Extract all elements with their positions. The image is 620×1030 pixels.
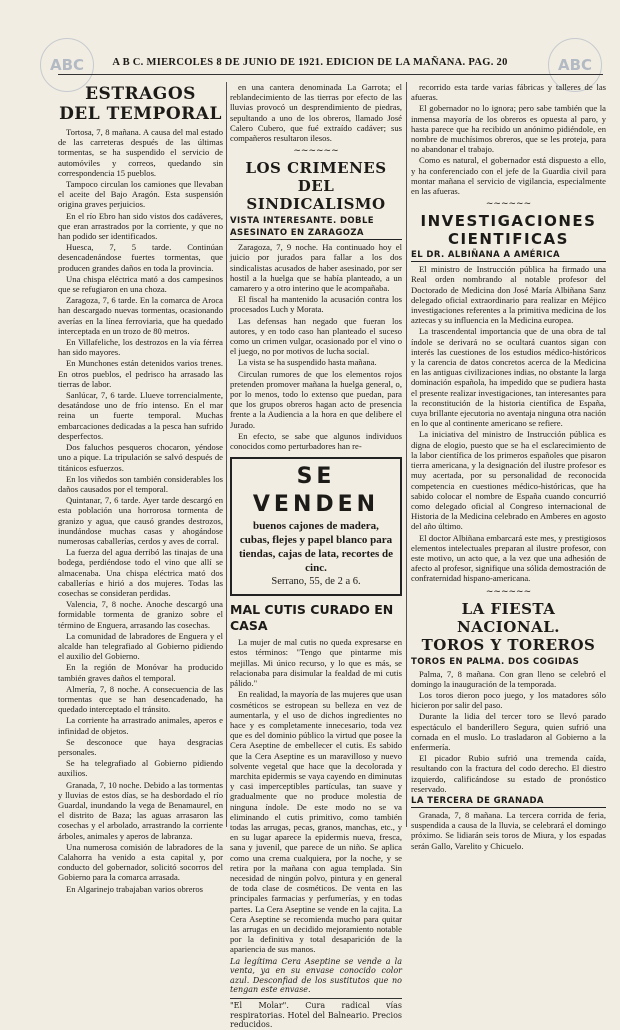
- title-line-1: LOS CRIMENES: [245, 159, 387, 178]
- paragraph: Valencia, 7, 8 noche. Anoche descargó una formidable tormenta de granizo sobre el término de Enguera, arrasando las cosechas.: [58, 599, 223, 630]
- paragraph: Como es natural, el gobernador está dispuesto a ello, y ha conferenciado con el jefe de la Guardia civil para montar mañana el servicio de vigilancia, especialmente en las afueras.: [411, 155, 606, 197]
- paragraph: El fiscal ha mantenido la acusación contra los procesados Luch y Morata.: [230, 294, 402, 315]
- article-title: [58, 84, 223, 124]
- divider-ornament: ~~~~~~: [485, 586, 532, 597]
- continued-article: [411, 82, 606, 196]
- paragraph: Una chispa eléctrica mató a dos campesinos que se refugiaron en una choza.: [58, 273, 223, 295]
- paragraph: La vista se ha suspendido hasta mañana.: [238, 357, 377, 368]
- paragraph: Se ha telegrafiado al Gobierno pidiendo auxilios.: [58, 758, 223, 779]
- subheading: VISTA INTERESANTE. DOBLE: [230, 216, 374, 227]
- paragraph: Quintanar, 7, 6 tarde. Ayer tarde descargó en esta población una horrorosa tormenta de granizo y agua, que causó grandes destrozos, inundándose muchas casas y ahogándose numerosas caballerías, cerdos y aves de corral.: [58, 495, 223, 546]
- column-1: [58, 82, 223, 894]
- paragraph: Circulan rumores de que los elementos rojos pretenden promover mañana la huelga general, o, por lo menos, todo lo extenso que puedan, para que los grupos obreros hagan acto de presencia frente a la Audiencia a la hora en que delibere el Jurado.: [230, 368, 402, 430]
- column-3: [411, 82, 606, 851]
- title-line-2: DEL TEMPORAL: [59, 104, 222, 124]
- ad-title: SE VENDEN: [252, 464, 380, 518]
- paragraph: Dos faluchos pesqueros chocaron, yéndose uno a pique. La tripulación se salvó después de titánicos esfuerzos.: [58, 442, 223, 473]
- paragraph: En Villafeliche, los destrozos en la vía férrea han sido mayores.: [58, 337, 223, 358]
- paragraph: La iniciativa del ministro de Instrucción pública es digna de elogio, puesto que se ha el esclarecimiento de la labor científica de los primeros españoles que pisaron tierra americana, y la designación del ilustre profesor es muy acertada, por su personalidad de reconocida competencia en cuestiones médico-históricas, que ha sabido colocar el nombre de España cuando concurrió como delegado oficial al Congreso internacional de Historia de la Medicina celebrado en Amberes en agosto del año último.: [411, 429, 606, 532]
- article-body: [411, 810, 606, 851]
- paragraph: En Algarinejo trabajaban varios obreros: [66, 883, 203, 894]
- paragraph: Palma, 7, 8 mañana. Con gran lleno se celebró el domingo la inauguración de la temporada.: [411, 668, 606, 689]
- article-title: [411, 600, 606, 654]
- ad-body: buenos cajones de madera, cubas, flejes y papel blanco para tiendas, cajas de lata, recortes de cinc.: [238, 520, 394, 575]
- article-title: [411, 212, 606, 248]
- paragraph: Granada, 7, 8 mañana. La tercera corrida de feria, suspendida a causa de la lluvia, se celebrará el domingo próximo. Se lidiarán seis toros de Miura, y los espadas serán Gallo, Varelito y Chicuelo.: [411, 809, 606, 851]
- paragraph: El gobernador no lo ignora; pero sabe también que la inmensa mayoría de los obreros es opuesta al paro, y hasta parece que ha recibido un anónimo pidiéndole, en nombre de muchísimos obreros, que se les proteja, para no abandonar el trabajo.: [411, 103, 606, 155]
- watermark-stamp-right: ABC: [548, 38, 602, 92]
- paragraph: La corriente ha arrastrado animales, aperos e infinidad de objetos.: [58, 715, 223, 736]
- title-line-1: ESTRAGOS: [85, 84, 196, 104]
- paragraph: El doctor Albiñana embarcará este mes, y prestigiosos elementos intelectuales preparan al ilustre profesor, con este motivo, un acto que, a la vez que una adhesión de afecto al profesor, signifique una sólida demostración de confraternidad hispano-americana.: [411, 532, 606, 584]
- paragraph: Almería, 7, 8 noche. A consecuencia de las tormentas que se han desencadenado, ha quedado interceptado el tránsito.: [58, 683, 223, 715]
- paragraph: La fuerza del agua derribó las tinajas de una bodega, perdiéndose todo el vino que allí se almacenaba. Una chispa eléctrica mató dos caballerías e hirió a dos mujeres. Todas las cosechas se consideran perdidas.: [58, 547, 223, 598]
- subheading: TOROS EN PALMA. DOS COGIDAS: [411, 656, 580, 667]
- article-body: [58, 127, 223, 894]
- paragraph: En el río Ebro han sido vistos dos cadáveres, que eran arrastrados por la corriente, y que no han podido ser identificados.: [58, 210, 223, 242]
- paragraph: En la región de Monóvar ha producido también graves daños el temporal.: [58, 662, 223, 683]
- paragraph: Durante la lidia del tercer toro se llevó parado espectáculo el banderillero Segura, quien sufrió una cornada en el muslo. Lo trasladaron al Gobierno a la enfermería.: [411, 711, 606, 752]
- paragraph: Se desconoce que haya desgracias personales.: [58, 736, 223, 757]
- page-header: A B C. MIERCOLES 8 DE JUNIO DE 1921. EDICION DE LA MAÑANA. PAG. 20: [112, 57, 508, 68]
- divider-ornament: ~~~~~~: [293, 146, 339, 157]
- article-body: [230, 242, 402, 451]
- advert-body: [230, 637, 402, 954]
- paragraph: en una cantera denominada La Garrota; el reblandecimiento de las tierras por efecto de las lluvias provocó un desprendimiento de piedras, sepultando a uno de los obreros, llamado José Calero Cubero, que fué extraído cadáver; sus compañeros resultaron ilesos.: [230, 82, 402, 144]
- paragraph: Zaragoza, 7, 9 noche. Ha continuado hoy el juicio por jurados para fallar a los dos sindicalistas acusados de haber asesinado, por ser hostil a la huelga que se había planteado, a un camarero y a otro interino que le acompañaba.: [230, 242, 402, 294]
- article-body: [411, 669, 606, 794]
- paragraph: La mujer de mal cutis no queda expresarse en estos términos: "Tengo que pintarme mis mejillas. Mi único recurso, y lo que es más, se relacionaba para disimular la fealdad de mi cutis pálido.": [230, 637, 402, 689]
- title-line-2: CIENTIFICAS: [448, 230, 569, 249]
- paragraph: El ministro de Instrucción pública ha firmado una Real orden nombrando al notable profesor del Doctorado de Medicina don José María Albiñana Sanz delegado oficial extraordinario para realizar en Méjico investigaciones referentes a la primitiva medicina de los aztecas y su influencia en la Medicina europea.: [411, 264, 606, 326]
- column-2: [230, 82, 402, 1030]
- paragraph: En efecto, se sabe que algunos individuos conocidos como perturbadores han re-: [230, 430, 402, 452]
- column-divider-2: [406, 82, 407, 827]
- paragraph: Zaragoza, 7, 6 tarde. En la comarca de Aroca han descargado nuevas tormentas, ocasionando averías en la línea ferroviaria, que ha quedado interceptada en un trozo de 80 metros.: [58, 295, 223, 336]
- advert-note: La legítima Cera Aseptine se vende a la venta, ya en su envase conocido color azul. Desconfiad de los sustitutos que no tengan este envase.: [230, 956, 402, 995]
- paragraph: El picador Rubio sufrió una tremenda caída, resultando con la fractura del codo derecho. El diestro izquierdo, calificándose su estado de pronóstico reservado.: [411, 753, 606, 794]
- classified-ad: [230, 457, 402, 596]
- article-title: [230, 159, 402, 213]
- paragraph: En Munchones están detenidos varios trenes. En otros pueblos, el pedrisco ha arrasado las tierras de labor.: [58, 358, 223, 389]
- continued-article: [230, 82, 402, 143]
- article-body: [411, 264, 606, 583]
- paragraph: Tortosa, 7, 8 mañana. A causa del mal estado de las carreteras después de las últimas tormentas, se ha suspendido el servicio de automóviles y correos, quedando sin correspondencia 15 pueblos.: [58, 127, 223, 178]
- paragraph: En realidad, la mayoría de las mujeres que usan cosméticos se estropean su belleza en vez de aumentarla, y el uso de dichos ingredientes no hace y es completamente innecesario, toda vez que es del dominio público la virtud que posee la Cera Aseptine de embellecer el cutis. Es sabido que la Cera Aseptine es un maravilloso y nuevo solvente vegetal que hace que la decolorada y marchita epidermis se vaya cayendo en diminutas y casi imperceptibles partículas, tan suave y gradualmente que no produce molestia de ninguna índole. De este modo no se va eliminando el cutis primitivo, como también todas las arrugas, pecas, granos, manchas, etc., y en su lugar aparece la epidermis nueva, fresca, sana y juvenil, que parece de un niño. Se aplica como una crema cualquiera, por la noche, y se retira por la mañana con agua templada. Sin necesidad de ningún polvo, pintura y en general de toda clase de cosméticos. De venta en las principales farmacias y perfumerías, y en todas partes. La Cera Aseptine se vende en la cajita. La Cera Aseptine se recomienda mucho para quitar las arrugas en un decidido mejoramiento notable por la definitiva y total desaparición de la apariencia de sus manos.: [230, 689, 402, 955]
- paragraph: Granada, 7, 10 noche. Debido a las tormentas y lluvias de estos días, se ha desbordado el río Guardal, inundando la vega de Benamaurel, en el distrito de Baza; las aguas arrasaron las cosechas y el arbolado, arrastrando la corriente árboles, animales y aperos de labranza.: [58, 779, 223, 841]
- column-divider-1: [226, 82, 227, 827]
- paragraph: La comunidad de labradores de Enguera y el alcalde han telegrafiado al Gobierno pidiendo el auxilio del Gobierno.: [58, 630, 223, 662]
- advert-title: MAL CUTIS CURADO EN CASA: [230, 602, 394, 634]
- ad-address: Serrano, 55, de 2 a 6.: [271, 576, 361, 588]
- subheading: ASESINATO EN ZARAGOZA: [230, 228, 402, 240]
- paragraph: Una numerosa comisión de labradores de la Calahorra ha venido a esta capital y, por conducto del gobernador, solicitó socorros del Gobierno para la comarca arrasada.: [58, 841, 223, 883]
- paragraph: Huesca, 7, 5 tarde. Continúan desencadenándose fuertes tormentas, que producen grandes daños en toda la provincia.: [58, 242, 223, 273]
- paragraph: En los viñedos son también considerables los daños causados por el temporal.: [58, 473, 223, 494]
- header-rule: [58, 74, 603, 75]
- title-line-1: INVESTIGACIONES: [420, 212, 597, 231]
- title-line-1: LA FIESTA NACIONAL.: [457, 599, 560, 636]
- paragraph: La trascendental importancia que de una obra de tal índole se derivará no se ocultará cuantos sigan con interés las cuestiones de los estudios médico-históricos y la carencia de datos concretos acerca de la Medicina en las antiguas civilizaciones indias, no obstante la larga dominación española, ha impedido que se pudiera hasta el presente realizar investigaciones, tan interesantes para la reconstitución de la historia científica de España, cuya brillante ejecutoria no aventaja ninguna otra nación en lo que al continente americano se refiere.: [411, 326, 606, 429]
- title-line-2: TOROS Y TOREROS: [421, 635, 596, 654]
- title-line-2: DEL SINDICALISMO: [246, 177, 386, 214]
- subheading: EL DR. ALBIÑANA A AMÉRICA: [411, 250, 606, 262]
- watermark-stamp-left: ABC: [40, 38, 94, 92]
- advert-footer: "El Molar". Cura radical vías respiratorias. Hotel del Balneario. Precios reducidos.: [230, 998, 402, 1030]
- subheading: LA TERCERA DE GRANADA: [411, 796, 606, 808]
- paragraph: Las defensas han negado que fueran los autores, y en todo caso han planteado el suceso como un crimen vulgar, ocasionado por el vino o el juego, no por motivos de lucha social.: [230, 315, 402, 357]
- divider-ornament: ~~~~~~: [485, 199, 532, 210]
- paragraph: recorrido esta tarde varias fábricas y talleres de las afueras.: [411, 82, 606, 103]
- paragraph: Tampoco circulan los camiones que llevaban el aceite del Bajo Aragón. Esta suspensión origina graves perjuicios.: [58, 179, 223, 210]
- paragraph: Los toros dieron poco juego, y los matadores sólo hicieron por salir del paso.: [411, 689, 606, 711]
- paragraph: Sanlúcar, 7, 6 tarde. Llueve torrencialmente, desatándose uno de frío intenso. En el mar reina un fuerte temporal. Muchas embarcaciones dedicadas a la pesca han sufrido desperfectos.: [58, 390, 223, 441]
